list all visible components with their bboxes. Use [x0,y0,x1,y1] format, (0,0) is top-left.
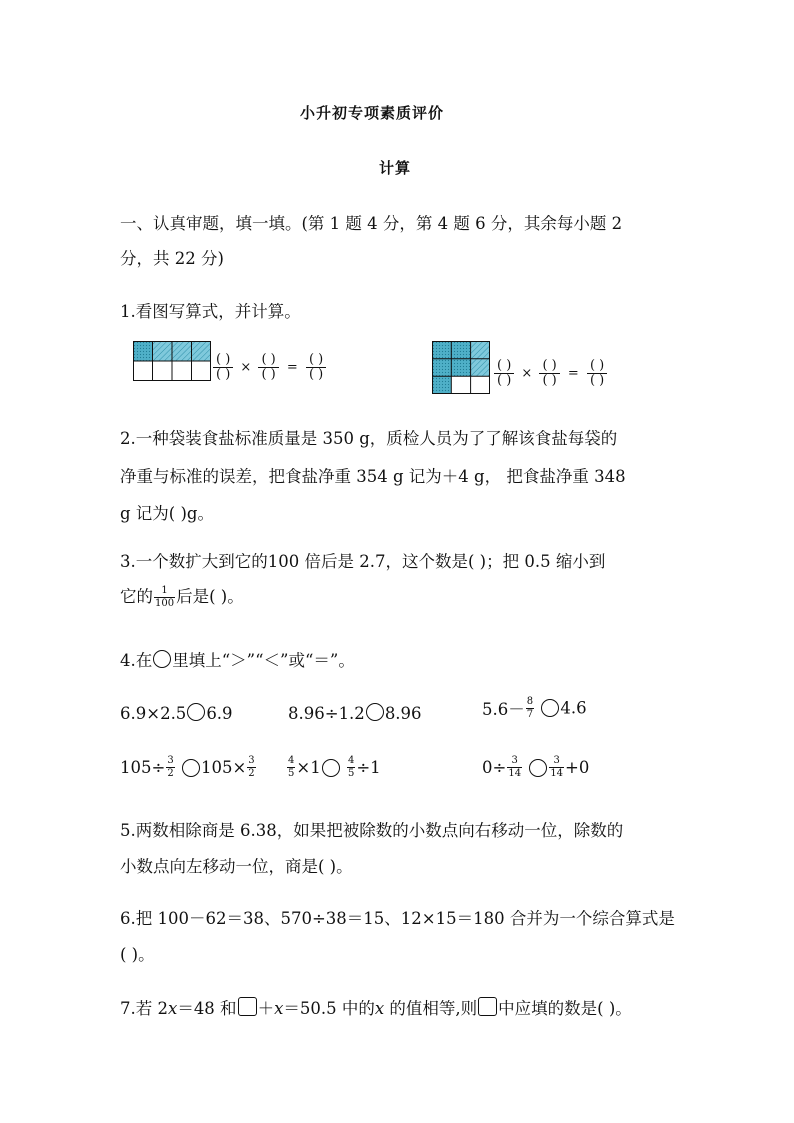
q1-grid-right [432,341,490,394]
fraction: $\frac{3}{2}$ [167,755,174,779]
q2-line3: g 记为( )g。 [120,504,214,523]
grid-cell [432,359,451,377]
fraction: $\frac{8}{7}$ [526,695,534,720]
grid-cell [153,341,173,361]
q4-item-r1c2: 8.96÷1.2 8.96 [288,704,422,723]
blank-fraction[interactable]: ( ) ( ) [539,359,559,388]
compare-circle[interactable] [541,699,559,717]
q7-line: 7.若 2x＝48 和 ＋x＝50.5 中的x 的值相等,则 中应填的数是( )。 [120,999,632,1018]
times-sign: × [521,366,533,381]
compare-circle[interactable] [322,759,340,777]
blank-fraction[interactable]: ( ) ( ) [494,359,514,388]
q4-item-r2c3: 0÷ $\frac{3}{14}$ $\frac{3}{14}$ +0 [482,755,590,779]
q6-line1: 6.把 100－62＝38、570÷38＝15、12×15＝180 合并为一个综合算式是 [120,909,675,928]
compare-circle[interactable] [366,703,384,721]
q4-pre: 4.在 [120,651,153,670]
fraction: $\frac{3}{2}$ [248,755,255,779]
answer-box[interactable] [238,997,257,1016]
grid-cell [451,359,470,377]
q4-item-r1c3: 5.6－ $\frac{8}{7}$ 4.6 [482,695,587,720]
grid-cell [451,341,470,359]
section-heading-line2: 分，共 22 分) [120,249,224,268]
equals-sign: = [286,360,298,375]
compare-circle[interactable] [187,703,205,721]
q4-item-r2c1: 105÷ $\frac{3}{2}$ 105× $\frac{3}{2}$ [120,755,255,779]
grid-cell [471,341,490,359]
blank-fraction[interactable]: ( ) ( ) [258,353,278,382]
q1-expression-left [213,353,326,382]
grid-cell [432,341,451,359]
grid-cell [133,341,153,361]
blank-fraction[interactable]: ( ) ( ) [587,359,607,388]
grid-cell [192,341,212,361]
q3-line2-post: 后是( )。 [176,587,244,606]
page-title: 小升初专项素质评价 [300,104,445,122]
q6-line2: ( )。 [120,945,155,964]
q1-text: 1.看图写算式，并计算。 [120,302,301,321]
q2-line2: 净重与标准的误差，把食盐净重 354 g 记为＋4 g， 把食盐净重 348 [120,467,626,486]
section-heading-line1: 一、认真审题，填一填。(第 1 题 4 分，第 4 题 6 分，其余每小题 2 [120,214,623,233]
q5-line2: 小数点向左移动一位，商是( )。 [120,857,353,876]
answer-box[interactable] [478,997,497,1016]
q3-line1: 3.一个数扩大到它的100 倍后是 2.7，这个数是( )；把 0.5 缩小到 [120,552,606,571]
grid-cell [432,376,451,394]
fraction: $\frac{4}{5}$ [288,755,295,779]
fraction: $\frac{1}{100}$ [155,585,175,609]
q5-line1: 5.两数相除商是 6.38，如果把被除数的小数点向右移动一位，除数的 [120,821,624,840]
q3-line2 [120,583,244,609]
fraction: $\frac{3}{14}$ [550,755,564,779]
page-subtitle: 计算 [379,159,412,177]
compare-circle[interactable] [182,759,200,777]
compare-circle[interactable] [529,759,547,777]
fraction: $\frac{3}{14}$ [508,755,522,779]
blank-fraction[interactable]: ( ) ( ) [213,353,233,382]
grid-cell [172,341,192,361]
q3-line2-pre: 它的 [120,587,153,606]
times-sign: × [240,360,252,375]
q4-item-r1c1: 6.9×2.5 6.9 [120,704,233,723]
compare-circle-icon [153,650,171,668]
q1-expression-right [494,359,607,388]
fraction: $\frac{4}{5}$ [347,755,355,779]
equals-sign: = [567,366,579,381]
q1-grid-left [133,341,211,381]
q4-item-r2c2: $\frac{4}{5}$ ×1 $\frac{4}{5}$ ÷1 [288,755,381,779]
q2-line1: 2.一种袋装食盐标准质量是 350 g，质检人员为了了解该食盐每袋的 [120,429,618,448]
q4-post: 里填上“＞”“＜”或“＝”。 [172,651,355,670]
q4-text [120,647,355,671]
blank-fraction[interactable]: ( ) ( ) [306,353,326,382]
grid-cell [471,359,490,377]
